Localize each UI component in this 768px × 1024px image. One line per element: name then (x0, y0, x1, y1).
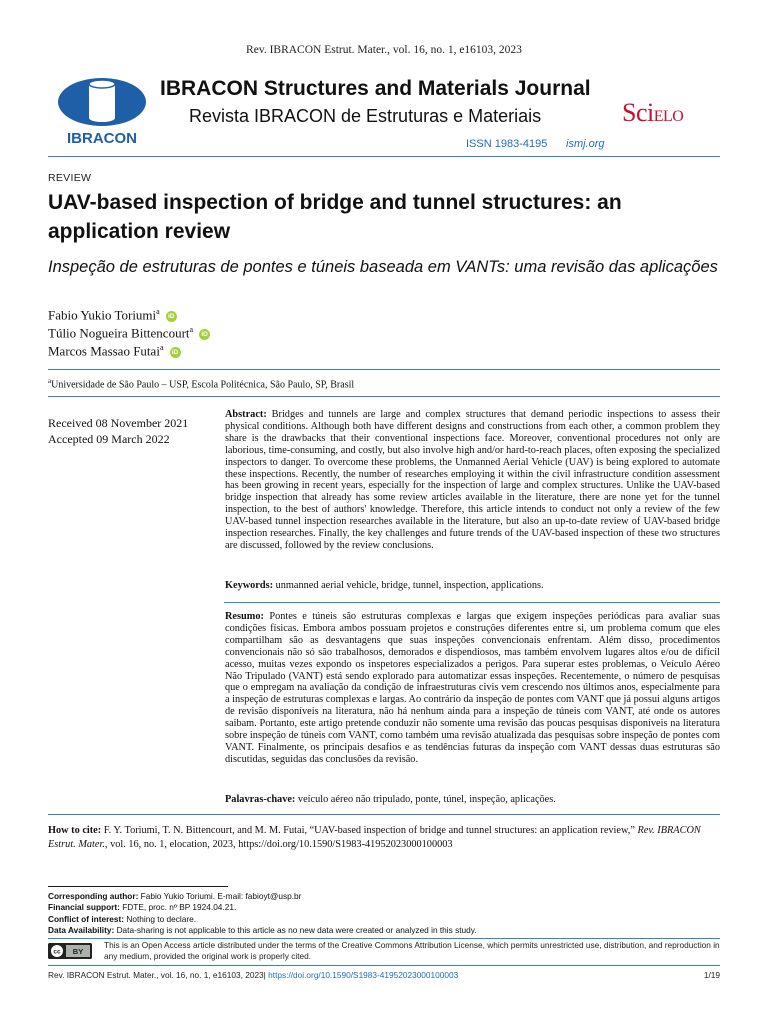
data-label: Data Availability: (48, 925, 115, 936)
conflict-label: Conflict of interest: (48, 913, 125, 924)
abstract-text: Bridges and tunnels are large and complex structures that demand periodic inspections to assess their physical conditions. Although both have different designs and constructions from each other, a common problem they share is the drawbacks that their conventional inspections face. Moreover, conventional procedures not only are laborious, time-consuming, and costly, but also involve high and/or hard-to-reach places, often exposing the specialized inspectors to danger. To overcome these problems, the Unmanned Aerial Vehicle (UAV) is being explored to automate these inspections. Recently, the number of researches employing it within the civil infrastructure condition assessment has been growing in recent years, especially for the inspection of large and complex structures. Unlike the UAV-based bridge inspection that already has some review articles available in the literature, there are none yet for the tunnel inspection, to the best of authors' knowledge. Therefore, this article intends to conduct not only a review of the few UAV-based tunnel inspection researches available in the literature, but also an up-to-date review of UAV-based bridge inspection researches. Finally, the key challenges and future trends of the UAV-based inspection of these two structures are discussed, followed by the review conclusions. (225, 409, 721, 551)
data-availability (48, 925, 720, 936)
received-date: Received 08 November 2021 (48, 416, 189, 430)
author-name: Túlio Nogueira Bittencourt (48, 325, 190, 341)
footnote-rule (48, 886, 228, 887)
accepted-date: Accepted 09 March 2022 (48, 432, 170, 446)
svg-text:cc: cc (53, 948, 61, 956)
orcid-icon[interactable]: iD (199, 329, 210, 340)
author-name: Marcos Massao Futai (48, 343, 160, 359)
author-name: Fabio Yukio Toriumi (48, 307, 157, 323)
header-divider (48, 156, 720, 157)
financial-label: Financial support: (48, 902, 120, 913)
ibracon-logo-icon (56, 76, 148, 146)
scielo-main: Sci (622, 98, 654, 127)
journal-subtitle: Revista IBRACON de Estruturas e Materiais (189, 106, 542, 126)
journal-site-link[interactable]: ismj.org (566, 138, 605, 150)
keywords (225, 580, 720, 591)
how-to-cite-journal: Rev. IBRACON Estrut. Mater. (48, 825, 701, 850)
author-affiliation-mark: a (156, 307, 160, 316)
corresponding-author (48, 891, 720, 902)
issn: ISSN 1983-4195 (466, 138, 548, 150)
corresponding-text: Fabio Yukio Toriumi. E-mail: fabioyt@usp.br (140, 891, 302, 901)
scielo-tail: ELO (653, 108, 684, 125)
running-header-citation: Rev. IBRACON Estrut. Mater., vol. 16, no. 1, e16103, 2023 (246, 44, 522, 56)
journal-title: IBRACON Structures and Materials Journal (160, 77, 591, 100)
resumo-label: Resumo: (225, 611, 264, 622)
financial-support (48, 902, 720, 913)
article-dates (48, 415, 188, 447)
scielo-logo[interactable] (622, 98, 683, 128)
license-text: This is an Open Access article distributed under the terms of the Creative Commons Attribution License, which permits unrestricted use, distribution, and reproduction in any medium, provided the original work is properly cited. (104, 940, 720, 961)
affiliation-divider (48, 396, 720, 397)
affiliation-mark: a (48, 377, 52, 385)
doi-link[interactable]: https://doi.org/10.1590/S1983-41952023000100003 (268, 970, 459, 980)
orcid-icon[interactable]: iD (170, 347, 181, 358)
how-to-cite-label: How to cite: (48, 825, 102, 836)
palavras-chave-text: veículo aéreo não tripulado, ponte, túnel, inspeção, aplicações. (297, 794, 556, 805)
author-3 (48, 343, 181, 359)
orcid-icon[interactable]: iD (166, 311, 177, 322)
keywords-label: Keywords: (225, 580, 274, 591)
cc-icon (48, 943, 92, 959)
page-number: 1/19 (703, 970, 720, 980)
author-1 (48, 307, 177, 323)
footer (48, 970, 458, 980)
affiliation-text: Universidade de São Paulo – USP, Escola Politécnica, São Paulo, SP, Brasil (51, 379, 355, 391)
section-label: REVIEW (48, 172, 92, 184)
article-meta (48, 891, 720, 937)
conflict-text: Nothing to declare. (126, 913, 197, 924)
author-affiliation-mark: a (159, 343, 164, 352)
conflict-of-interest (48, 914, 720, 925)
resumo (225, 611, 720, 766)
logo-wordmark: IBRACON (67, 130, 137, 146)
authors-divider (48, 369, 720, 370)
meta-divider (48, 938, 720, 939)
palavras-chave-label: Palavras-chave: (225, 794, 296, 805)
keywords-text: unmanned aerial vehicle, bridge, tunnel, inspection, applications. (275, 580, 544, 591)
abstract-label: Abstract: (225, 409, 267, 420)
abstract (225, 409, 720, 552)
svg-text:BY: BY (72, 947, 84, 956)
resumo-text: Pontes e túneis são estruturas complexas e largas que exigem inspeções periódicas para avaliar suas condições físicas. Embora ambos possuam projetos e construções diferentes entre si, um problema comum que eles compartilham são as desvantagens que suas inspeções convencionais enfrentam. Além disso, procedimentos convencionais não só são trabalhosos, demorados e dispendiosos, mas também envolvem lugares altos e/ou de difícil acesso, muitas vezes expondo os inspetores especializados a perigos. Para superar estes problemas, o Veículo Aéreo Não Tripulado (VANT) está sendo explorado para automatizar essas inspeções. Recentemente, o número de pesquisas que o empregam na avaliação da condição de infraestruturas civis vem crescendo nos últimos anos, especialmente para a inspeção de estruturas complexas e largas. Ao contrário da inspeção de pontes com VANT que já possui alguns artigos de revisão disponíveis na literatura, não há nenhum ainda para a inspeção de túneis com VANT, até onde os autores saibam. Portanto, este artigo pretende conduzir não somente uma revisão das poucas pesquisas disponíveis na literatura sobre inspeção de túneis com VANT, como também uma revisão atualizada das pesquisas sobre inspeção de pontes com VANT. Finalmente, os principais desafios e as tendências futuras da inspeção com VANT dessas duas estruturas são discutidas, seguidas das conclusões da revisão. (225, 611, 720, 765)
how-to-cite-details: , vol. 16, no. 1, elocation, 2023, https://doi.org/10.1590/S1983-41952023000100003 (104, 838, 453, 850)
how-to-cite-text: F. Y. Toriumi, T. N. Bittencourt, and M. M. Futai, “UAV-based inspection of bridge and tunnel structures: an application review,” (103, 825, 635, 836)
data-text: Data-sharing is not applicable to this article as no new data were created or analyzed in this study. (116, 925, 477, 936)
cc-by-license-badge[interactable] (48, 943, 92, 959)
how-to-cite (48, 824, 720, 851)
author-affiliation-mark: a (189, 325, 194, 334)
footer-citation: Rev. IBRACON Estrut. Mater., vol. 16, no. 1, e16103, 2023| (48, 970, 266, 980)
author-2 (48, 325, 210, 341)
article-title-pt: Inspeção de estruturas de pontes e túneis baseada em VANTs: uma revisão das aplicações (48, 258, 718, 276)
ibracon-logo (56, 76, 148, 146)
resumo-divider (48, 814, 720, 815)
article-title: UAV-based inspection of bridge and tunnel structures: an application review (48, 191, 622, 243)
corresponding-label: Corresponding author: (48, 891, 139, 901)
financial-text: FDTE, proc. nº BP 1924.04.21. (122, 902, 237, 913)
abstract-divider (224, 602, 720, 603)
affiliation (48, 377, 354, 390)
footer-divider (48, 965, 720, 966)
palavras-chave (225, 794, 720, 805)
